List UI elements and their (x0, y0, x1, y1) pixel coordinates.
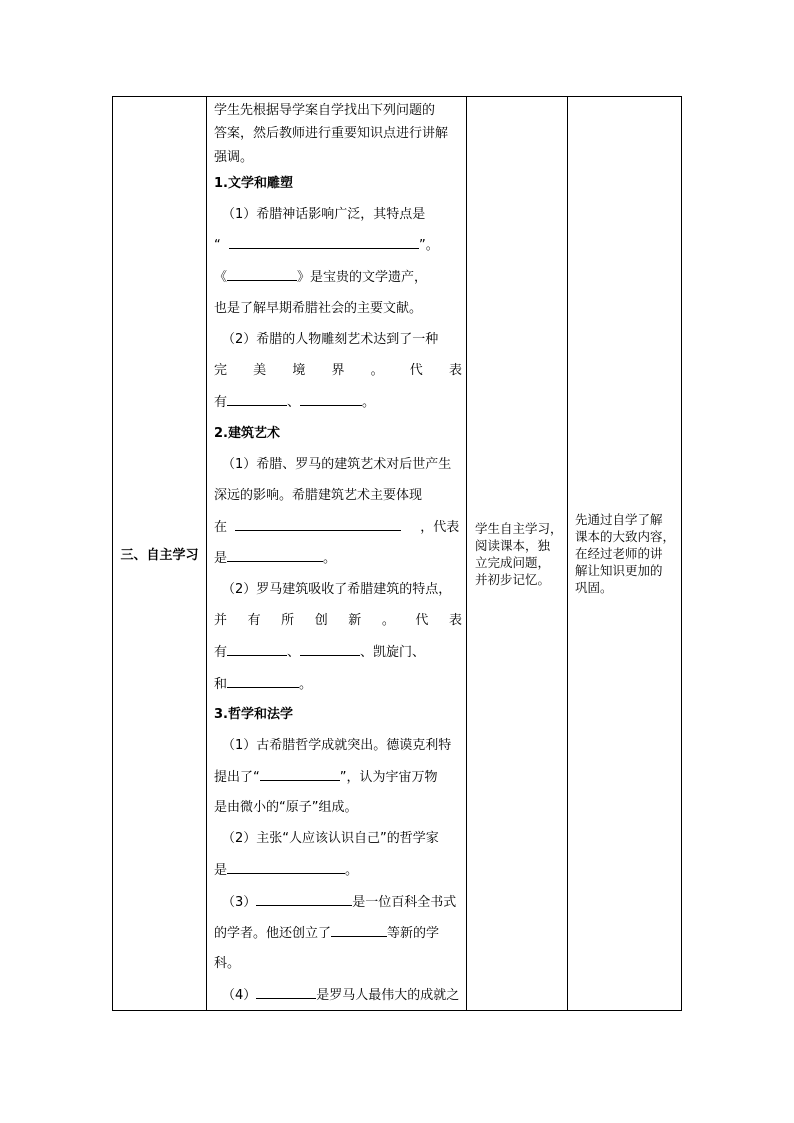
question-line: 深远的影响。希腊建筑艺术主要体现 (214, 488, 423, 503)
column-divider (466, 97, 467, 1010)
question-line: （4） 是罗马人最伟大的成就之 (222, 988, 460, 1003)
question-line: 是 。 (214, 863, 359, 878)
blank-line (260, 768, 340, 781)
student-activity-cell (469, 97, 567, 1010)
blank-line (300, 643, 360, 656)
column-divider (206, 97, 207, 1010)
question-line: 提出了“ ”，认为宇宙万物 (214, 770, 438, 785)
question-line: （2）希腊的人物雕刻艺术达到了一种 (222, 332, 439, 347)
design-intent-cell (569, 97, 681, 1010)
question-line: 和 。 (214, 677, 313, 692)
column-divider (567, 97, 568, 1010)
blank-line (256, 986, 316, 999)
question-line: 并 有 所 创 新 。 代 表 (214, 613, 462, 628)
blank-line (227, 549, 323, 562)
intro-line: 强调。 (214, 150, 254, 165)
lesson-plan-table (112, 96, 682, 1011)
question-line: 有 、 、凯旋门、 (214, 645, 426, 660)
step-cell (113, 97, 206, 1010)
content-cell (208, 97, 466, 1010)
question-line: 也是了解早期希腊社会的主要文献。 (214, 301, 423, 316)
blank-line (300, 393, 362, 406)
question-line: “ ”。 (214, 238, 439, 253)
question-line: （2）罗马建筑吸收了希腊建筑的特点， (222, 582, 452, 597)
blank-line (227, 675, 299, 688)
question-line: 科。 (214, 956, 241, 971)
blank-line (331, 924, 387, 937)
question-line: 的学者。他还创立了 等新的学 (214, 926, 440, 941)
blank-line (227, 268, 297, 281)
blank-line (227, 861, 345, 874)
question-line: 是由微小的“原子”组成。 (214, 800, 358, 815)
design-intent-text: 先通过自学了解 课本的大致内容， 在经过老师的讲 解让知识更加的 巩固。 (575, 512, 676, 595)
question-line: 完 美 境 界 。 代 表 (214, 363, 462, 378)
section-heading: 3.哲学和法学 (214, 707, 293, 722)
student-activity-text: 学生自主学习， 阅读课本，独 立完成问题， 并初步记忆。 (475, 520, 563, 587)
question-line: （3） 是一位百科全书式 (222, 895, 457, 910)
blank-line (256, 893, 352, 906)
blank-line (235, 518, 401, 531)
question-line: （1）希腊、罗马的建筑艺术对后世产生 (222, 457, 452, 472)
question-line: 《 》是宝贵的文学遗产， (214, 270, 428, 285)
blank-line (227, 643, 287, 656)
question-line: 在 ，代表 (214, 520, 460, 535)
question-line: 是 。 (214, 551, 337, 566)
question-line: （2）主张“人应该认识自己”的哲学家 (222, 831, 439, 846)
blank-line (227, 393, 287, 406)
step-label: 三、自主学习 (120, 548, 199, 563)
section-heading: 1.文学和雕塑 (214, 176, 293, 191)
section-heading: 2.建筑艺术 (214, 426, 280, 441)
intro-line: 答案，然后教师进行重要知识点进行讲解 (214, 126, 449, 141)
question-line: （1）希腊神话影响广泛，其特点是 (222, 207, 426, 222)
question-line: （1）古希腊哲学成就突出。德谟克利特 (222, 738, 452, 753)
intro-line: 学生先根据导学案自学找出下列问题的 (214, 103, 436, 118)
blank-line (229, 236, 419, 249)
question-line: 有 、 。 (214, 395, 376, 410)
